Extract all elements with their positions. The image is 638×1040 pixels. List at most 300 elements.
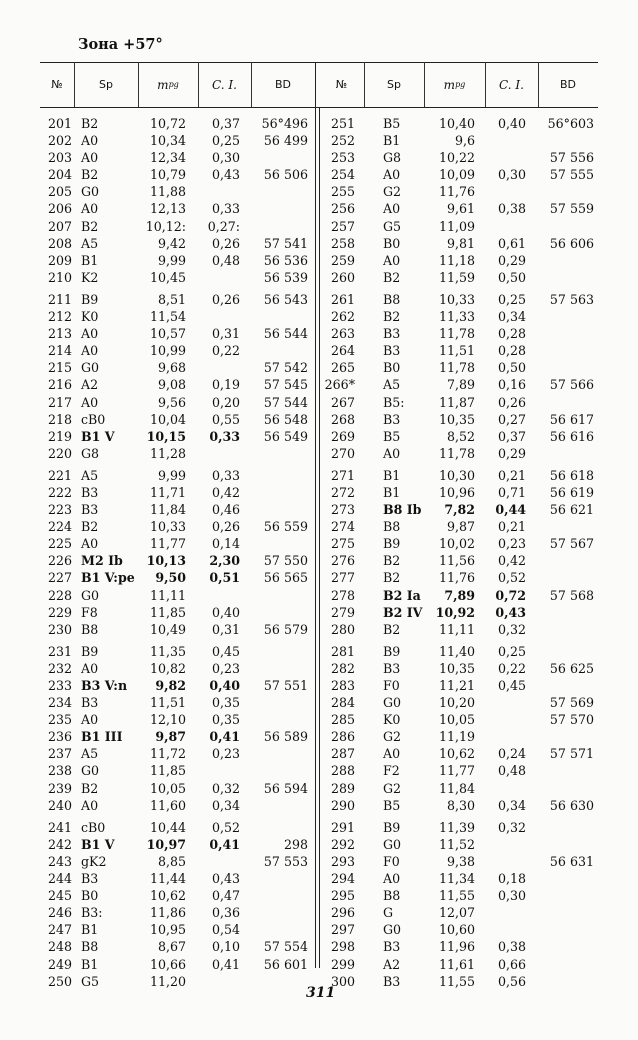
- magnitude-mpg: 11,78: [438, 445, 475, 461]
- spectral-type: M2 Ib: [81, 553, 123, 569]
- star-number: 242: [47, 836, 72, 852]
- table-row: [0, 308, 638, 325]
- star-number: 255: [330, 184, 355, 200]
- color-index: 0,71: [497, 484, 526, 500]
- bd-number: 56 589: [263, 729, 308, 745]
- header-number: №: [51, 78, 63, 91]
- spectral-type: B3: [383, 939, 401, 955]
- magnitude-mpg: 10,99: [149, 343, 186, 359]
- color-index: 0,26: [211, 291, 240, 307]
- table-row: [0, 291, 638, 308]
- spectral-type: B2: [383, 269, 401, 285]
- header-mpg: m pg: [157, 77, 179, 92]
- table-row: [0, 569, 638, 586]
- star-number: 267: [330, 394, 355, 410]
- header-sp-right: Sp: [387, 78, 401, 91]
- color-index: 0,32: [211, 780, 240, 796]
- spectral-type: B2: [383, 570, 401, 586]
- star-number: 261: [330, 291, 355, 307]
- table-row: [0, 342, 638, 359]
- color-index: 0,43: [211, 871, 240, 887]
- color-index: 0,32: [497, 621, 526, 637]
- table-row: [0, 853, 638, 870]
- spectral-type: A5: [81, 746, 99, 762]
- spectral-type: K0: [383, 712, 401, 728]
- color-index: 0,28: [497, 326, 526, 342]
- table-row: [0, 484, 638, 501]
- table-row: [0, 376, 638, 393]
- magnitude-mpg: 10,35: [438, 660, 475, 676]
- spectral-type: K0: [81, 309, 99, 325]
- color-index: 0,40: [497, 116, 526, 131]
- spectral-type: G5: [81, 973, 100, 989]
- star-number: 284: [330, 695, 355, 711]
- magnitude-mpg: 11,84: [149, 502, 186, 518]
- star-number: 297: [330, 922, 355, 938]
- star-number: 280: [330, 621, 355, 637]
- magnitude-mpg: 11,19: [438, 729, 475, 745]
- spectral-type: B8 Ib: [383, 502, 422, 518]
- star-number: 289: [330, 780, 355, 796]
- color-index: 0,35: [211, 695, 240, 711]
- color-index: 0,43: [495, 604, 526, 620]
- star-number: 203: [47, 150, 72, 166]
- spectral-type: A5: [81, 235, 99, 251]
- table-row: [0, 325, 638, 342]
- star-number: 253: [330, 150, 355, 166]
- spectral-type: G2: [383, 184, 402, 200]
- magnitude-mpg: 11,54: [149, 309, 186, 325]
- color-index: 0,16: [497, 377, 526, 393]
- bd-number: 57 569: [549, 695, 594, 711]
- star-number: 207: [47, 218, 72, 234]
- star-number: 298: [330, 939, 355, 955]
- bd-number: 56°496: [261, 116, 308, 131]
- color-index: 0,32: [497, 819, 526, 835]
- table-row: [0, 604, 638, 621]
- magnitude-mpg: 10,79: [149, 167, 186, 183]
- spectral-type: B9: [383, 819, 401, 835]
- magnitude-mpg: 11,33: [438, 309, 475, 325]
- star-number: 232: [47, 660, 72, 676]
- magnitude-mpg: 9,82: [155, 678, 186, 693]
- star-number: 250: [47, 973, 72, 989]
- table-row: [0, 552, 638, 569]
- spectral-type: B2: [383, 621, 401, 637]
- magnitude-mpg: 10,34: [149, 133, 186, 149]
- magnitude-mpg: 10,49: [149, 621, 186, 637]
- magnitude-mpg: 11,21: [438, 678, 475, 693]
- color-index: 0,66: [497, 956, 526, 972]
- bd-number: 298: [283, 836, 308, 852]
- bd-number: 57 559: [549, 201, 594, 217]
- spectral-type: A0: [81, 201, 99, 217]
- spectral-type: A0: [81, 150, 99, 166]
- spectral-type: F8: [81, 604, 98, 620]
- magnitude-mpg: 11,86: [149, 905, 186, 921]
- color-index: 0,52: [497, 570, 526, 586]
- zone-title: Зона +57°: [78, 36, 163, 53]
- bd-number: 57 555: [549, 167, 594, 183]
- magnitude-mpg: 10,45: [149, 269, 186, 285]
- spectral-type: G8: [81, 445, 100, 461]
- magnitude-mpg: 9,38: [446, 853, 475, 869]
- table-row: [0, 411, 638, 428]
- color-index: 0,34: [497, 797, 526, 813]
- table-row: [0, 819, 638, 836]
- color-index: 0,25: [211, 133, 240, 149]
- star-number: 204: [47, 167, 72, 183]
- magnitude-mpg: 10,82: [149, 660, 186, 676]
- spectral-type: A0: [81, 797, 99, 813]
- magnitude-mpg: 7,82: [444, 502, 475, 518]
- color-index: 0,22: [497, 660, 526, 676]
- spectral-type: B3: [383, 326, 401, 342]
- header-sp: Sp: [99, 78, 113, 91]
- color-index: 0,41: [209, 836, 240, 852]
- star-number: 244: [47, 871, 72, 887]
- bd-number: 56 631: [549, 853, 594, 869]
- star-number: 293: [330, 853, 355, 869]
- color-index: 0,23: [497, 536, 526, 552]
- table-row: [0, 183, 638, 200]
- magnitude-mpg: 11,56: [438, 553, 475, 569]
- table-row: [0, 269, 638, 286]
- magnitude-mpg: 10,12:: [145, 218, 186, 234]
- magnitude-mpg: 10,33: [438, 291, 475, 307]
- star-number: 265: [330, 360, 355, 376]
- magnitude-mpg: 11,76: [438, 570, 475, 586]
- star-number: 229: [47, 604, 72, 620]
- table-row: [0, 745, 638, 762]
- magnitude-mpg: 11,87: [438, 394, 475, 410]
- color-index: 0,52: [211, 819, 240, 835]
- star-number: 211: [47, 291, 72, 307]
- color-index: 0,50: [497, 269, 526, 285]
- star-number: 202: [47, 133, 72, 149]
- bd-number: 57 550: [263, 553, 308, 569]
- table-row: [0, 235, 638, 252]
- star-number: 257: [330, 218, 355, 234]
- bd-number: 56 594: [263, 780, 308, 796]
- magnitude-mpg: 10,15: [146, 428, 186, 444]
- bd-number: 56 621: [549, 502, 594, 518]
- star-number: 214: [47, 343, 72, 359]
- color-index: 0,34: [497, 309, 526, 325]
- star-number: 223: [47, 502, 72, 518]
- star-number: 245: [47, 888, 72, 904]
- spectral-type: B3: [81, 695, 99, 711]
- spectral-type: B5: [383, 116, 401, 131]
- spectral-type: A0: [81, 343, 99, 359]
- spectral-type: B2: [383, 553, 401, 569]
- header-bd-right: BD: [559, 78, 577, 91]
- color-index: 0,18: [497, 871, 526, 887]
- bd-number: 57 544: [263, 394, 308, 410]
- bd-number: 56 506: [263, 167, 308, 183]
- bd-number: 57 541: [263, 235, 308, 251]
- bd-number: 57 568: [549, 587, 594, 603]
- magnitude-mpg: 10,92: [435, 604, 475, 620]
- table-row: [0, 149, 638, 166]
- spectral-type: A0: [383, 167, 401, 183]
- color-index: 0,42: [497, 553, 526, 569]
- table-row: [0, 166, 638, 183]
- table-row: [0, 218, 638, 235]
- spectral-type: K2: [81, 269, 99, 285]
- spectral-type: A0: [81, 660, 99, 676]
- table-row: [0, 394, 638, 411]
- magnitude-mpg: 11,39: [438, 819, 475, 835]
- spectral-type: G: [383, 905, 394, 921]
- magnitude-mpg: 10,20: [438, 695, 475, 711]
- magnitude-mpg: 10,40: [438, 116, 475, 131]
- spectral-type: B8: [81, 939, 99, 955]
- magnitude-mpg: 9,99: [157, 252, 186, 268]
- star-number: 225: [47, 536, 72, 552]
- table-row: [0, 887, 638, 904]
- star-number: 275: [330, 536, 355, 552]
- star-number: 285: [330, 712, 355, 728]
- magnitude-mpg: 10,97: [146, 836, 186, 852]
- color-index: 0,30: [211, 150, 240, 166]
- table-row: [0, 359, 638, 376]
- star-number: 290: [330, 797, 355, 813]
- color-index: 0,19: [211, 377, 240, 393]
- magnitude-mpg: 10,66: [149, 956, 186, 972]
- spectral-type: A0: [383, 445, 401, 461]
- spectral-type: G0: [383, 836, 402, 852]
- magnitude-mpg: 8,67: [157, 939, 186, 955]
- star-number: 283: [330, 678, 355, 693]
- color-index: 0,25: [497, 291, 526, 307]
- magnitude-mpg: 11,51: [149, 695, 186, 711]
- spectral-type: B3: [81, 871, 99, 887]
- bd-number: 57 567: [549, 536, 594, 552]
- header-ci: C. I.: [212, 77, 237, 92]
- spectral-type: F2: [383, 763, 400, 779]
- color-index: 0,34: [211, 797, 240, 813]
- spectral-type: B1: [81, 956, 99, 972]
- table-row: [0, 535, 638, 552]
- spectral-type: B1: [383, 133, 401, 149]
- spectral-type: F0: [383, 678, 400, 693]
- color-index: 0,36: [211, 905, 240, 921]
- bd-number: 57 570: [549, 712, 594, 728]
- bd-number: 56°603: [547, 116, 594, 131]
- color-index: 0,33: [209, 428, 240, 444]
- star-number: 226: [47, 553, 72, 569]
- spectral-type: G0: [81, 184, 100, 200]
- star-number: 206: [47, 201, 72, 217]
- star-number: 259: [330, 252, 355, 268]
- spectral-type: B9: [383, 536, 401, 552]
- star-number: 246: [47, 905, 72, 921]
- bd-number: 56 618: [549, 467, 594, 483]
- spectral-type: B3: [81, 502, 99, 518]
- magnitude-mpg: 11,77: [438, 763, 475, 779]
- color-index: 0,35: [211, 712, 240, 728]
- table-row: [0, 797, 638, 814]
- magnitude-mpg: 10,95: [149, 922, 186, 938]
- spectral-type: B3: [383, 343, 401, 359]
- spectral-type: B3: [383, 660, 401, 676]
- color-index: 0,33: [211, 201, 240, 217]
- bd-number: 56 579: [263, 621, 308, 637]
- star-number: 219: [47, 428, 72, 444]
- spectral-type: G0: [383, 695, 402, 711]
- table-row: [0, 115, 638, 132]
- star-number: 243: [47, 853, 72, 869]
- header-bd: BD: [274, 78, 292, 91]
- bd-number: 56 616: [549, 428, 594, 444]
- magnitude-mpg: 10,96: [438, 484, 475, 500]
- table-row: [0, 836, 638, 853]
- color-index: 0,55: [211, 411, 240, 427]
- color-index: 0,27: [497, 411, 526, 427]
- table-row: [0, 921, 638, 938]
- bd-number: 57 566: [549, 377, 594, 393]
- star-number: 216: [47, 377, 72, 393]
- spectral-type: B9: [81, 291, 99, 307]
- star-number: 288: [330, 763, 355, 779]
- color-index: 0,42: [211, 484, 240, 500]
- magnitude-mpg: 10,60: [438, 922, 475, 938]
- spectral-type: G2: [383, 780, 402, 796]
- star-number: 228: [47, 587, 72, 603]
- color-index: 0,45: [497, 678, 526, 693]
- star-number: 238: [47, 763, 72, 779]
- star-number: 299: [330, 956, 355, 972]
- star-number: 201: [47, 116, 72, 131]
- color-index: 0,20: [211, 394, 240, 410]
- color-index: 0,21: [497, 467, 526, 483]
- star-number: 260: [330, 269, 355, 285]
- magnitude-mpg: 12,13: [149, 201, 186, 217]
- color-index: 0,26: [211, 235, 240, 251]
- table-row: [0, 501, 638, 518]
- magnitude-mpg: 11,88: [149, 184, 186, 200]
- bd-number: 56 619: [549, 484, 594, 500]
- magnitude-mpg: 11,40: [438, 643, 475, 659]
- row-group: [0, 115, 638, 286]
- magnitude-mpg: 11,20: [149, 973, 186, 989]
- spectral-type: B2: [81, 780, 99, 796]
- star-number: 287: [330, 746, 355, 762]
- magnitude-mpg: 11,28: [149, 445, 186, 461]
- magnitude-mpg: 11,59: [438, 269, 475, 285]
- magnitude-mpg: 12,10: [149, 712, 186, 728]
- star-number: 249: [47, 956, 72, 972]
- spectral-type: B1: [81, 252, 99, 268]
- color-index: 0,37: [497, 428, 526, 444]
- spectral-type: B1 III: [81, 729, 123, 745]
- spectral-type: B1 V: [81, 428, 115, 444]
- color-index: 0,14: [211, 536, 240, 552]
- color-index: 0,40: [211, 604, 240, 620]
- magnitude-mpg: 9,50: [155, 570, 186, 586]
- star-number: 247: [47, 922, 72, 938]
- magnitude-mpg: 10,62: [438, 746, 475, 762]
- spectral-type: B2: [81, 519, 99, 535]
- color-index: 0,29: [497, 252, 526, 268]
- star-number: 239: [47, 780, 72, 796]
- spectral-type: B5: [383, 797, 401, 813]
- magnitude-mpg: 11,55: [438, 973, 475, 989]
- spectral-type: B2: [81, 218, 99, 234]
- row-group: [0, 467, 638, 638]
- color-index: 0,31: [211, 326, 240, 342]
- bd-number: 57 563: [549, 291, 594, 307]
- star-number: 292: [330, 836, 355, 852]
- spectral-type: gK2: [81, 853, 107, 869]
- bd-number: 56 499: [263, 133, 308, 149]
- star-number: 235: [47, 712, 72, 728]
- magnitude-mpg: 11,52: [438, 836, 475, 852]
- bd-number: 56 549: [263, 428, 308, 444]
- bd-number: 56 543: [263, 291, 308, 307]
- star-number: 295: [330, 888, 355, 904]
- header-mpg-right: m pg: [443, 77, 466, 92]
- magnitude-mpg: 10,22: [438, 150, 475, 166]
- magnitude-mpg: 7,89: [444, 587, 475, 603]
- spectral-type: B3:: [81, 905, 103, 921]
- spectral-type: B9: [383, 643, 401, 659]
- bd-number: 56 601: [263, 956, 308, 972]
- color-index: 0,26: [497, 394, 526, 410]
- bd-number: 56 536: [263, 252, 308, 268]
- star-number: 220: [47, 445, 72, 461]
- color-index: 0,40: [209, 678, 240, 693]
- spectral-type: G0: [383, 922, 402, 938]
- star-number: 278: [330, 587, 355, 603]
- star-number: 248: [47, 939, 72, 955]
- spectral-type: B9: [81, 643, 99, 659]
- table-row: [0, 904, 638, 921]
- star-number: 233: [47, 678, 72, 693]
- magnitude-mpg: 8,85: [157, 853, 186, 869]
- bd-number: 56 630: [549, 797, 594, 813]
- star-number: 231: [47, 643, 72, 659]
- table-row: [0, 518, 638, 535]
- spectral-type: B2: [383, 309, 401, 325]
- magnitude-mpg: 10,35: [438, 411, 475, 427]
- star-number: 256: [330, 201, 355, 217]
- magnitude-mpg: 9,08: [157, 377, 186, 393]
- spectral-type: B1: [383, 467, 401, 483]
- row-group: [0, 643, 638, 814]
- color-index: 0,24: [497, 746, 526, 762]
- star-number: 254: [330, 167, 355, 183]
- bd-number: 56 548: [263, 411, 308, 427]
- spectral-type: B3: [81, 484, 99, 500]
- color-index: 0,30: [497, 888, 526, 904]
- magnitude-mpg: 11,11: [438, 621, 475, 637]
- star-number: 296: [330, 905, 355, 921]
- star-number: 273: [330, 502, 355, 518]
- spectral-type: A2: [383, 956, 401, 972]
- spectral-type: G5: [383, 218, 402, 234]
- color-index: 2,30: [209, 553, 240, 569]
- magnitude-mpg: 10,05: [149, 780, 186, 796]
- magnitude-mpg: 11,34: [438, 871, 475, 887]
- star-number: 300: [330, 973, 355, 989]
- table-row: [0, 445, 638, 462]
- table-row: [0, 621, 638, 638]
- table-row: [0, 643, 638, 660]
- star-number: 230: [47, 621, 72, 637]
- magnitude-mpg: 11,72: [149, 746, 186, 762]
